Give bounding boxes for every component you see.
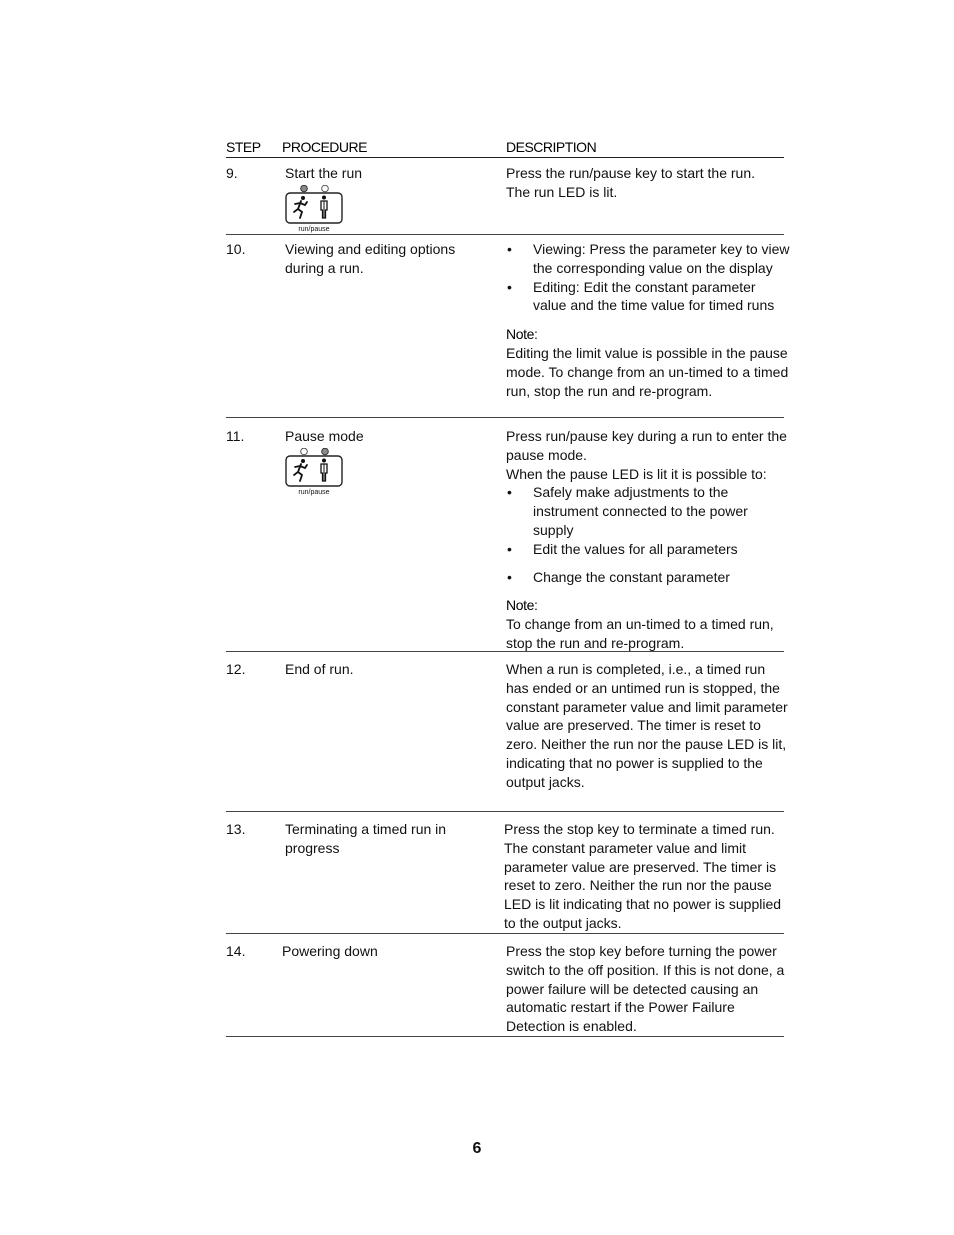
description-line: When a run is completed, i.e., a timed run has ended or an untimed run is stopped, the constant parameter value and limit parameter value are preserved. The timer is reset to zero. Neither the run nor the pause LED is lit, bbox=[506, 661, 788, 753]
svg-text:run/pause: run/pause bbox=[298, 488, 330, 496]
note-heading: Note: bbox=[506, 597, 538, 614]
header-step: STEP bbox=[226, 139, 261, 155]
step-number: 11. bbox=[226, 428, 245, 444]
procedure-text: Viewing and editing options during a run. bbox=[285, 241, 456, 276]
table-row bbox=[226, 418, 787, 652]
description-text bbox=[506, 427, 791, 653]
table-header bbox=[226, 138, 784, 158]
note-label: Note bbox=[506, 326, 534, 343]
procedure-text: End of run. bbox=[285, 661, 354, 677]
note-text: To change from an un-timed to a timed run, stop the run and re-program. bbox=[506, 616, 774, 651]
description-line: Press the run/pause key to start the run. bbox=[506, 165, 756, 181]
bullet-item: • Viewing: Press the parameter key to view the corresponding value on the display bbox=[506, 240, 791, 278]
procedure-table bbox=[226, 138, 790, 1037]
description-line: Press run/pause key during a run to enter the pause mode. bbox=[506, 428, 787, 463]
description-line: Press the stop key before turning the power switch to the off position. If this is not done, a power failure will be detected causing an automatic restart if the Power Failure Detection is enabled. bbox=[506, 943, 785, 1035]
table-row bbox=[226, 235, 790, 418]
step-number: 12. bbox=[226, 661, 246, 677]
step-number: 10. bbox=[226, 241, 246, 257]
bullet-item: • Edit the values for all parameters bbox=[506, 540, 791, 559]
procedure-text: Terminating a timed run in progress bbox=[285, 821, 447, 856]
description-line: When the pause LED is lit it is possible to: bbox=[506, 465, 767, 482]
description-line: Press the stop key to terminate a timed run. The constant parameter value and limit parameter value are preserved. The timer is reset to zero. Neither the run nor the pause LED is lit indicating that no power is supplied to the output jacks. bbox=[504, 821, 782, 931]
procedure-text bbox=[285, 164, 485, 233]
note-label: Note bbox=[506, 597, 534, 614]
procedure-text: Powering down bbox=[282, 943, 378, 959]
description-text bbox=[504, 820, 789, 933]
svg-text:run/pause: run/pause bbox=[298, 225, 330, 233]
description-text bbox=[506, 942, 791, 1036]
run-pause-key-icon bbox=[285, 185, 345, 233]
description-line: indicating that no power is supplied to the output jacks. bbox=[506, 754, 763, 790]
step-number: 13. bbox=[226, 821, 246, 837]
table-row bbox=[226, 652, 788, 812]
header-procedure: PROCEDURE bbox=[282, 139, 367, 155]
table-row bbox=[226, 158, 784, 235]
header-description: DESCRIPTION bbox=[506, 139, 597, 155]
page-number: 6 bbox=[472, 1140, 482, 1157]
bullet-item: • Editing: Edit the constant parameter value and the time value for timed runs bbox=[506, 278, 791, 316]
step-number: 9. bbox=[226, 165, 238, 181]
table-row bbox=[226, 934, 784, 1037]
procedure-label: Pause mode bbox=[285, 428, 364, 444]
description-text bbox=[506, 660, 788, 792]
bullet-item: • Safely make adjustments to the instrument connected to the power supply bbox=[506, 483, 791, 539]
table-row bbox=[226, 812, 784, 934]
bullet-item: • Change the constant parameter bbox=[506, 568, 791, 587]
description-text bbox=[506, 240, 791, 400]
note-text: Editing the limit value is possible in the pause mode. To change from an un-timed to a timed run, stop the run and re-program. bbox=[506, 344, 789, 399]
description-line: The run LED is lit. bbox=[506, 183, 618, 200]
run-pause-key-icon bbox=[285, 448, 345, 496]
procedure-text bbox=[285, 427, 485, 496]
procedure-label: Start the run bbox=[285, 165, 363, 181]
description-text bbox=[506, 164, 791, 202]
note-heading: Note: bbox=[506, 326, 538, 343]
step-number: 14. bbox=[226, 943, 246, 959]
